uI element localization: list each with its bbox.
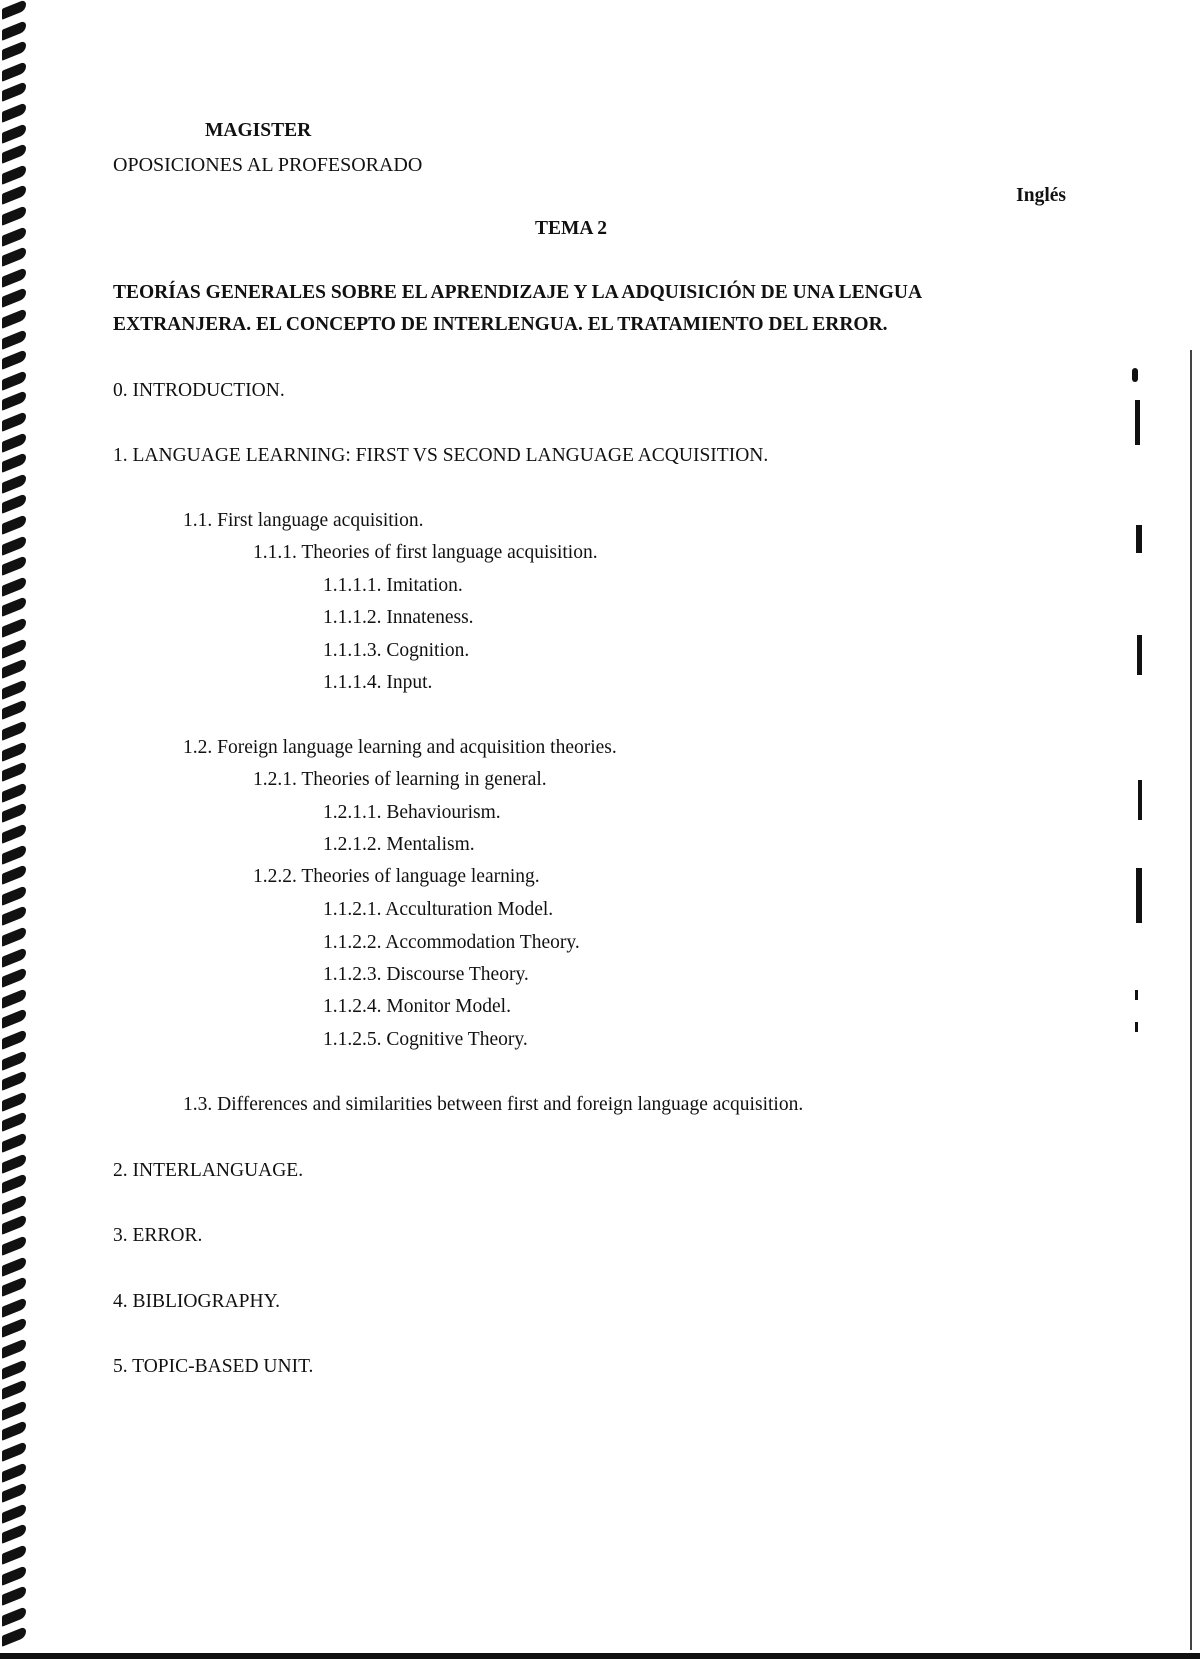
binding-ring — [2, 20, 26, 41]
binding-ring — [2, 844, 26, 865]
toc-item: 1.1.2.2. Accommodation Theory. — [323, 932, 580, 953]
toc-item: 1.1.2.4. Monitor Model. — [323, 996, 511, 1017]
toc-item: 1.1.1.3. Cognition. — [323, 640, 470, 661]
document-subtitle: OPOSICIONES AL PROFESORADO — [113, 154, 423, 176]
binding-ring — [2, 658, 26, 679]
binding-ring — [2, 1606, 26, 1627]
subject-label: Inglés — [1016, 185, 1066, 206]
binding-ring — [2, 885, 26, 906]
binding-ring — [2, 1503, 26, 1524]
binding-ring — [2, 123, 26, 144]
binding-ring — [2, 720, 26, 741]
toc-item: 1.2.1. Theories of learning in general. — [253, 769, 547, 790]
binding-ring — [2, 967, 26, 988]
binding-ring — [2, 308, 26, 329]
toc-item: 1.2.2. Theories of language learning. — [253, 866, 540, 887]
toc-item: 0. INTRODUCTION. — [113, 380, 285, 401]
binding-ring — [2, 288, 26, 309]
toc-item: 1.1.1. Theories of first language acquisition. — [253, 542, 598, 563]
binding-ring — [2, 1029, 26, 1050]
toc-item: 1.3. Differences and similarities between first and foreign language acquisition. — [183, 1094, 804, 1115]
binding-ring — [2, 1276, 26, 1297]
binding-ring — [2, 1215, 26, 1236]
binding-ring — [2, 1050, 26, 1071]
document-title-line-2: EXTRANJERA. EL CONCEPTO DE INTERLENGUA. EL TRATAMIENTO DEL ERROR. — [113, 314, 888, 335]
binding-ring — [2, 947, 26, 968]
binding-ring — [2, 143, 26, 164]
toc-item: 1.1.2.3. Discourse Theory. — [323, 964, 529, 985]
binding-ring — [2, 246, 26, 267]
binding-ring — [2, 452, 26, 473]
document-title-line-1: TEORÍAS GENERALES SOBRE EL APRENDIZAJE Y LA ADQUISICIÓN DE UNA LENGUA — [113, 282, 923, 303]
toc-item: 1.1.1.2. Innateness. — [323, 607, 474, 628]
binding-ring — [2, 617, 26, 638]
binding-ring — [2, 411, 26, 432]
binding-ring — [2, 432, 26, 453]
toc-item: 4. BIBLIOGRAPHY. — [113, 1291, 281, 1312]
binding-ring — [2, 205, 26, 226]
binding-ring — [2, 1441, 26, 1462]
binding-ring — [2, 494, 26, 515]
binding-ring — [2, 535, 26, 556]
binding-ring — [2, 1544, 26, 1565]
binding-ring — [2, 679, 26, 700]
binding-ring — [2, 906, 26, 927]
binding-ring — [2, 1318, 26, 1339]
binding-ring — [2, 226, 26, 247]
binding-ring — [2, 1462, 26, 1483]
binding-ring — [2, 700, 26, 721]
binding-ring — [2, 1297, 26, 1318]
binding-ring — [2, 555, 26, 576]
binding-ring — [2, 1009, 26, 1030]
topic-number: TEMA 2 — [535, 218, 608, 239]
binding-ring — [2, 576, 26, 597]
binding-ring — [2, 1070, 26, 1091]
binding-ring — [2, 473, 26, 494]
binding-ring — [2, 164, 26, 185]
binding-ring — [2, 0, 26, 20]
toc-item: 1.1.2.1. Acculturation Model. — [323, 899, 554, 920]
toc-item: 1.1.1.1. Imitation. — [323, 575, 463, 596]
binding-ring — [2, 1524, 26, 1545]
binding-ring — [2, 1112, 26, 1133]
binding-ring — [2, 1627, 26, 1648]
binding-ring — [2, 391, 26, 412]
binding-ring — [2, 185, 26, 206]
toc-item: 1.2. Foreign language learning and acquisition theories. — [183, 737, 617, 758]
binding-ring — [2, 370, 26, 391]
toc-item: 3. ERROR. — [113, 1225, 203, 1246]
binding-ring — [2, 803, 26, 824]
binding-ring — [2, 1194, 26, 1215]
binding-ring — [2, 864, 26, 885]
binding-ring — [2, 988, 26, 1009]
binding-ring — [2, 82, 26, 103]
binding-ring — [2, 1153, 26, 1174]
page-bottom-edge — [0, 1653, 1200, 1659]
toc-item: 1. LANGUAGE LEARNING: FIRST VS SECOND LANGUAGE ACQUISITION. — [113, 445, 769, 466]
toc-item: 1.1.1.4. Input. — [323, 672, 433, 693]
binding-ring — [2, 40, 26, 61]
binding-ring — [2, 267, 26, 288]
binding-ring — [2, 926, 26, 947]
toc-item: 1.1. First language acquisition. — [183, 510, 424, 531]
binding-ring — [2, 597, 26, 618]
binding-ring — [2, 1421, 26, 1442]
binding-ring — [2, 1400, 26, 1421]
toc-item: 5. TOPIC-BASED UNIT. — [113, 1356, 314, 1377]
binding-ring — [2, 782, 26, 803]
binding-ring — [2, 61, 26, 82]
binding-ring — [2, 1091, 26, 1112]
binding-ring — [2, 741, 26, 762]
binding-ring — [2, 1565, 26, 1586]
binding-ring — [2, 761, 26, 782]
toc-item: 1.2.1.2. Mentalism. — [323, 834, 475, 855]
binding-ring — [2, 1482, 26, 1503]
binding-ring — [2, 329, 26, 350]
binding-ring — [2, 1235, 26, 1256]
binding-ring — [2, 1359, 26, 1380]
brand-name: MAGISTER — [205, 120, 312, 141]
binding-ring — [2, 1173, 26, 1194]
binding-ring — [2, 638, 26, 659]
binding-ring — [2, 1132, 26, 1153]
binding-ring — [2, 823, 26, 844]
binding-ring — [2, 514, 26, 535]
binding-ring — [2, 349, 26, 370]
binding-ring — [2, 1256, 26, 1277]
binding-ring — [2, 102, 26, 123]
toc-item: 2. INTERLANGUAGE. — [113, 1160, 304, 1181]
binding-ring — [2, 1585, 26, 1606]
toc-item: 1.1.2.5. Cognitive Theory. — [323, 1029, 528, 1050]
binding-ring — [2, 1379, 26, 1400]
spiral-binding — [0, 0, 34, 1659]
binding-ring — [2, 1338, 26, 1359]
toc-item: 1.2.1.1. Behaviourism. — [323, 802, 501, 823]
